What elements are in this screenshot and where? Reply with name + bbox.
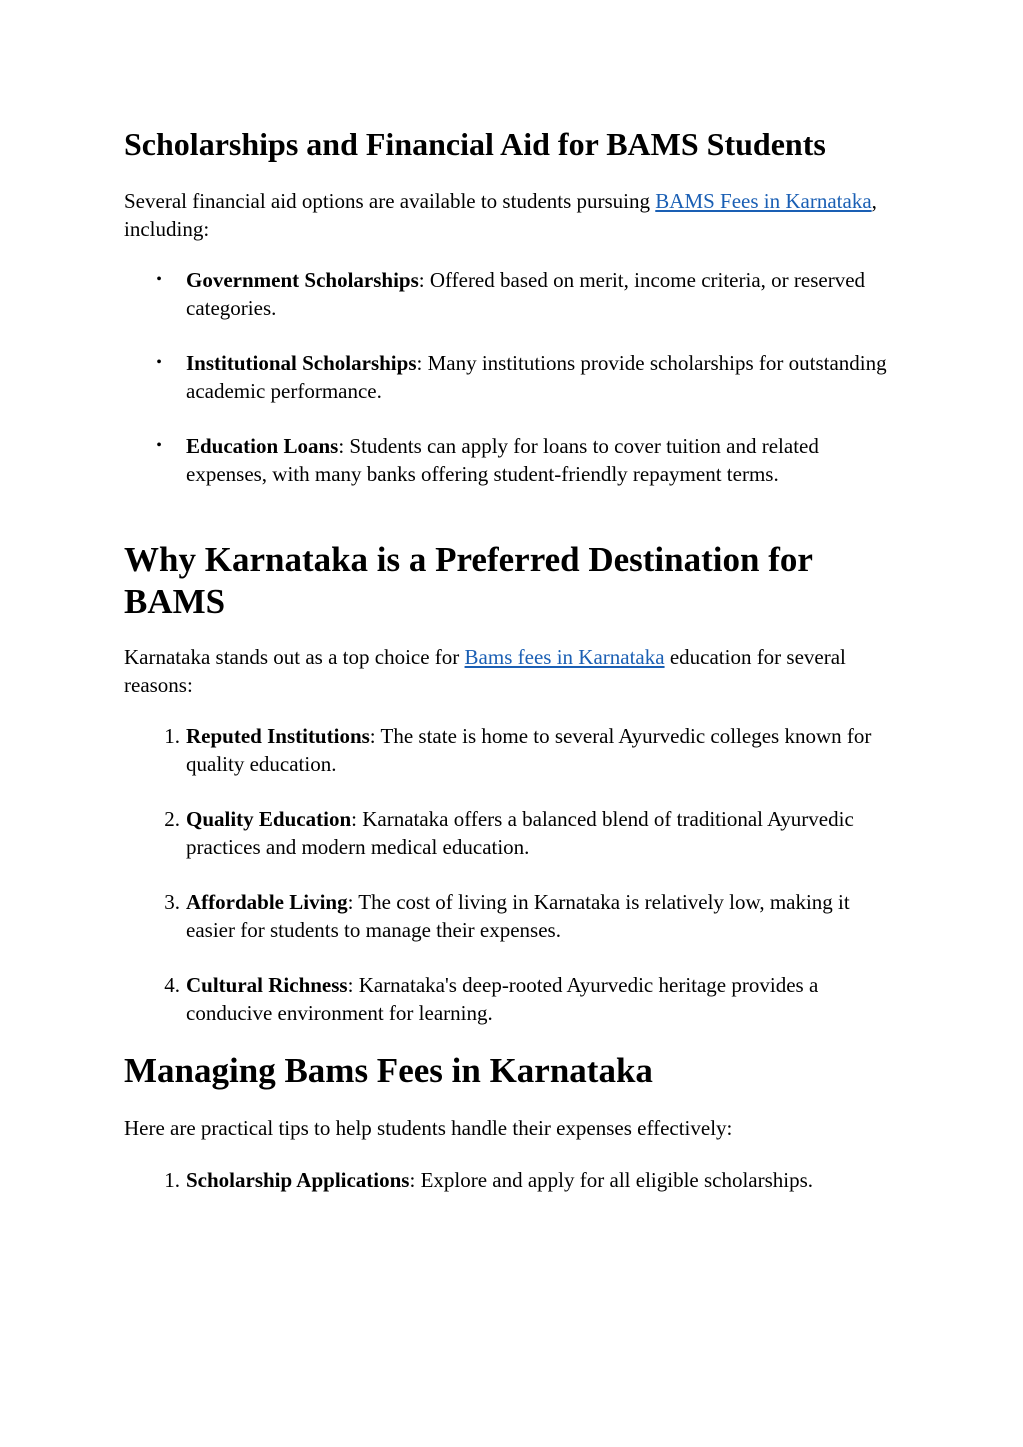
list-item-term: Reputed Institutions: [186, 724, 370, 748]
list-item: [164, 805, 901, 861]
intro-text: , including:: [124, 189, 877, 241]
list-item-text: : Karnataka offers a balanced blend of traditional Ayurvedic practices and modern medical education.: [186, 807, 854, 859]
number-marker: 1.: [164, 1168, 180, 1192]
section-heading-managing-fees: Managing Bams Fees in Karnataka: [124, 1051, 653, 1090]
list-item-term: Scholarship Applications: [186, 1168, 410, 1192]
number-marker: 2.: [164, 807, 180, 831]
list-item: [156, 349, 901, 405]
intro-text: Several financial aid options are available to students pursuing: [124, 189, 656, 213]
list-item-text: : Offered based on merit, income criteria, or reserved categories.: [186, 268, 866, 320]
number-marker: 4.: [164, 973, 180, 997]
section-heading-why-karnataka: Why Karnataka is a Preferred Destination for BAMS: [124, 540, 813, 621]
list-item: [164, 971, 901, 1027]
bullet-marker: •: [156, 354, 162, 371]
list-item: [156, 266, 901, 322]
section-intro-scholarships: [124, 187, 894, 243]
bams-fees-link[interactable]: Bams fees in Karnataka: [464, 645, 665, 669]
list-item-term: Education Loans: [186, 434, 339, 458]
list-item: [164, 1166, 901, 1194]
list-item-text: : Students can apply for loans to cover tuition and related expenses, with many banks offering student-friendly repayment terms.: [186, 434, 819, 486]
list-item-text: : Many institutions provide scholarships for outstanding academic performance.: [186, 351, 887, 403]
list-item-text: : Explore and apply for all eligible scholarships.: [409, 1168, 814, 1192]
section-heading-scholarships: Scholarships and Financial Aid for BAMS Students: [124, 126, 826, 162]
list-item-text: : The cost of living in Karnataka is relatively low, making it easier for students to manage their expenses.: [186, 890, 850, 942]
list-item-term: Affordable Living: [186, 890, 348, 914]
number-marker: 1.: [164, 724, 180, 748]
intro-text: Karnataka stands out as a top choice for: [124, 645, 465, 669]
list-item-term: Institutional Scholarships: [186, 351, 417, 375]
intro-text: education for several reasons:: [124, 645, 846, 697]
section-intro-managing-fees: Here are practical tips to help students handle their expenses effectively:: [124, 1116, 733, 1140]
list-item: [164, 722, 901, 778]
bullet-marker: •: [156, 437, 162, 454]
list-item-term: Quality Education: [186, 807, 352, 831]
list-item-term: Government Scholarships: [186, 268, 419, 292]
bams-fees-link[interactable]: BAMS Fees in Karnataka: [655, 189, 872, 213]
bullet-marker: •: [156, 271, 162, 288]
number-marker: 3.: [164, 890, 180, 914]
list-item-text: : Karnataka's deep-rooted Ayurvedic heritage provides a conducive environment for learning.: [186, 973, 819, 1025]
list-item-text: : The state is home to several Ayurvedic colleges known for quality education.: [186, 724, 872, 776]
section-intro-why-karnataka: [124, 643, 894, 699]
list-item-term: Cultural Richness: [186, 973, 348, 997]
list-item: [156, 432, 901, 488]
list-item: [164, 888, 901, 944]
